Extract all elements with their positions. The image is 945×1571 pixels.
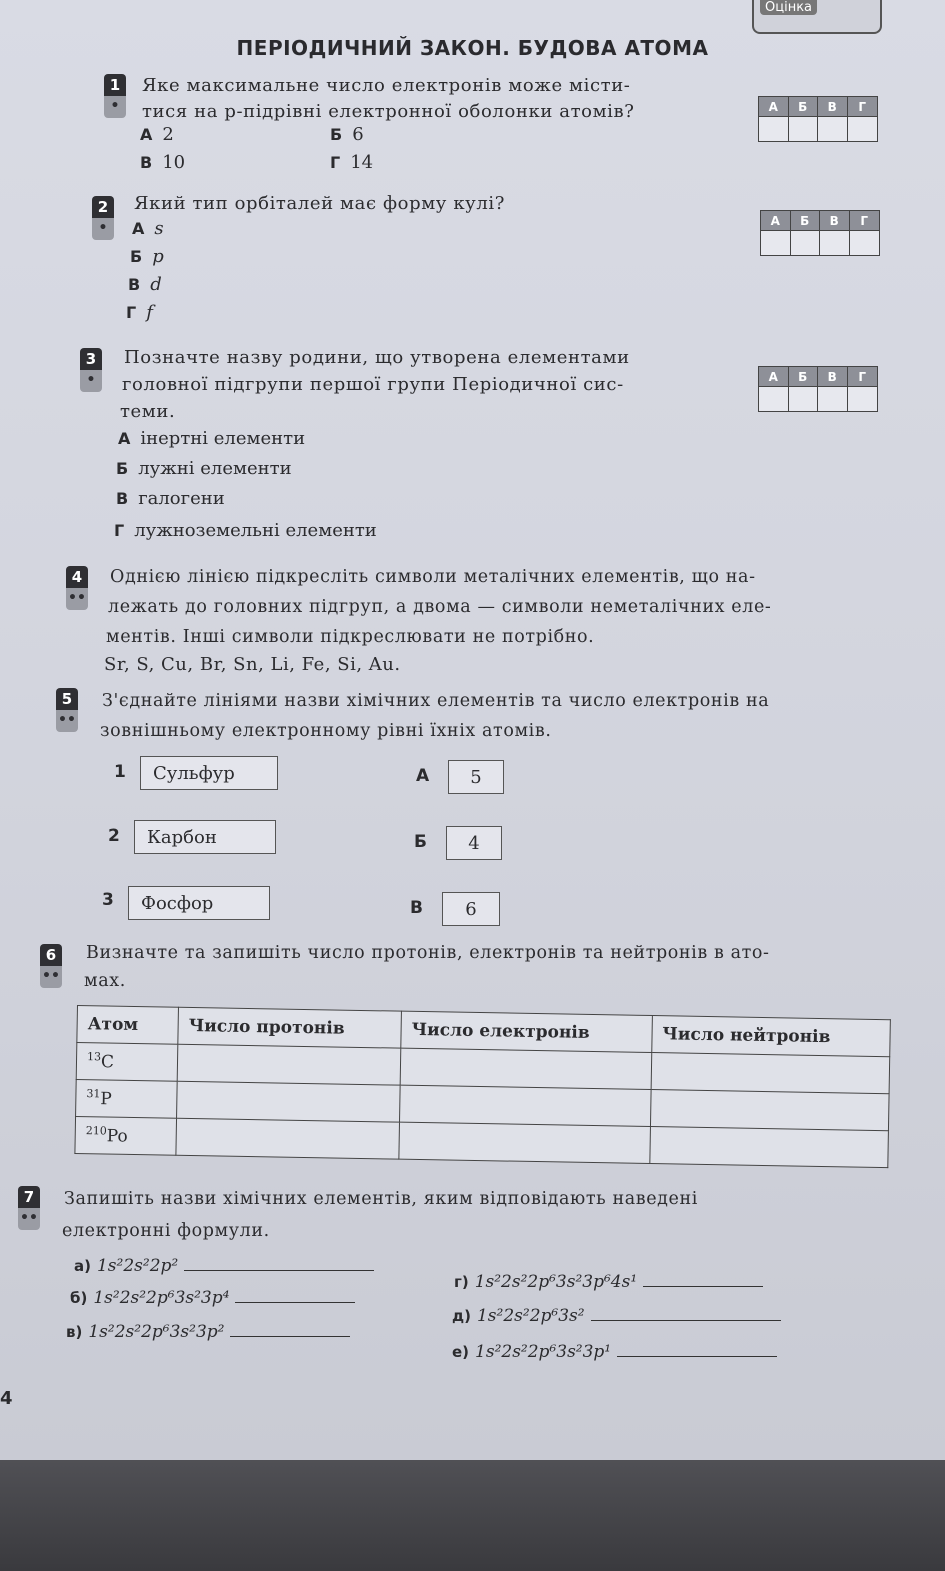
answer-cell[interactable] xyxy=(177,1081,401,1122)
task-2-option-b: Б p xyxy=(130,246,164,267)
grid-cell[interactable] xyxy=(761,231,791,255)
match-right-item[interactable]: 6 xyxy=(442,892,500,926)
match-left-item[interactable]: Фосфор xyxy=(128,886,270,920)
task-2-option-a: А s xyxy=(132,218,164,239)
task-3-option-b: Б лужні елементи xyxy=(116,458,292,479)
grid-cell[interactable] xyxy=(789,387,819,411)
atom-cell: $^{210}$Po xyxy=(75,1116,177,1155)
task-4-text-line1: Однією лінією підкресліть символи металічних елементів, що на- xyxy=(110,567,756,587)
match-right-item[interactable]: 4 xyxy=(446,826,502,860)
grid-cell[interactable] xyxy=(848,387,878,411)
answer-cell[interactable] xyxy=(399,1085,650,1126)
task-6-text-line2: мах. xyxy=(84,971,126,991)
grade-label: Оцінка xyxy=(760,0,817,15)
task-3-option-v: В галогени xyxy=(116,488,225,509)
grid-header-a: А xyxy=(761,211,791,231)
answer-cell[interactable] xyxy=(650,1127,889,1168)
col-header-atom: Атом xyxy=(77,1006,179,1045)
grid-header-g: Г xyxy=(848,367,878,387)
grid-header-v: В xyxy=(818,367,848,387)
match-left-item[interactable]: Сульфур xyxy=(140,756,278,790)
atoms-table xyxy=(74,1005,890,1168)
grid-cell[interactable] xyxy=(818,387,848,411)
grid-cell[interactable] xyxy=(820,231,850,255)
task-3-number: 3 xyxy=(80,348,102,370)
grid-header-v: В xyxy=(820,211,850,231)
col-header-protons: Число протонів xyxy=(178,1007,402,1048)
page-number: 4 xyxy=(0,1388,13,1409)
grid-cell[interactable] xyxy=(848,117,878,141)
formula-a: а) 1s²2s²2p² xyxy=(74,1256,374,1276)
task-7-text-line1: Запишіть назви хімічних елементів, яким відповідають наведені xyxy=(64,1189,698,1209)
grid-cell[interactable] xyxy=(818,117,848,141)
answer-line[interactable] xyxy=(643,1272,763,1287)
grid-header-a: А xyxy=(759,367,789,387)
grid-header-a: А xyxy=(759,97,789,117)
match-left-number: 2 xyxy=(108,826,120,846)
grid-cell[interactable] xyxy=(791,231,821,255)
task-2-option-g: Г f xyxy=(126,302,153,323)
task-4-number: 4 xyxy=(66,566,88,588)
task-1-difficulty: • xyxy=(104,96,126,118)
task-1-option-v: Б 6 xyxy=(330,124,364,145)
task-5-number: 5 xyxy=(56,688,78,710)
task-3-answer-grid[interactable] xyxy=(758,366,878,412)
task-2-text: Який тип орбіталей має форму кулі? xyxy=(134,193,506,214)
col-header-electrons: Число електронів xyxy=(401,1011,652,1052)
task-1-text-line1: Яке максимальне число електронів може місти- xyxy=(142,75,631,96)
grid-cell[interactable] xyxy=(850,231,880,255)
formula-g: г) 1s²2s²2p⁶3s²3p⁶4s¹ xyxy=(454,1272,763,1292)
task-4-text-line2: лежать до головних підгруп, а двома — символи неметалічних еле- xyxy=(108,597,772,617)
answer-line[interactable] xyxy=(184,1256,374,1271)
task-7-difficulty: •• xyxy=(18,1208,40,1230)
formula-v: в) 1s²2s²2p⁶3s²3p² xyxy=(66,1322,350,1342)
grid-cell[interactable] xyxy=(759,117,789,141)
answer-cell[interactable] xyxy=(651,1053,890,1094)
task-4-symbols[interactable]: Sr, S, Cu, Br, Sn, Li, Fe, Si, Au. xyxy=(104,654,401,675)
task-6-difficulty: •• xyxy=(40,966,62,988)
task-5-text-line1: З'єднайте лініями назви хімічних елементів та число електронів на xyxy=(102,691,770,711)
answer-cell[interactable] xyxy=(177,1044,401,1085)
task-2-difficulty: • xyxy=(92,218,114,240)
match-right-item[interactable]: 5 xyxy=(448,760,504,794)
answer-line[interactable] xyxy=(591,1306,781,1321)
answer-cell[interactable] xyxy=(176,1118,400,1159)
answer-cell[interactable] xyxy=(399,1122,650,1163)
grid-cell[interactable] xyxy=(759,387,789,411)
task-1-option-a: А 2 xyxy=(140,124,174,145)
task-4-difficulty: •• xyxy=(66,588,88,610)
answer-line[interactable] xyxy=(235,1288,355,1303)
task-2-number: 2 xyxy=(92,196,114,218)
match-right-letter: В xyxy=(410,898,423,918)
grid-header-v: В xyxy=(818,97,848,117)
grid-header-g: Г xyxy=(850,211,880,231)
task-3-text-line2: головної підгрупи першої групи Періодичної сис- xyxy=(122,374,624,395)
task-1-number: 1 xyxy=(104,74,126,96)
formula-d: д) 1s²2s²2p⁶3s² xyxy=(452,1306,781,1326)
task-2-answer-grid[interactable] xyxy=(760,210,880,256)
task-6-number: 6 xyxy=(40,944,62,966)
task-3-text-line1: Позначте назву родини, що утворена елементами xyxy=(124,347,630,368)
match-left-number: 1 xyxy=(114,762,126,782)
background-surface xyxy=(0,1460,945,1571)
match-right-letter: А xyxy=(416,766,430,786)
task-3-text-line3: теми. xyxy=(120,401,176,422)
answer-cell[interactable] xyxy=(650,1090,889,1131)
task-3-difficulty: • xyxy=(80,370,102,392)
grid-header-b: Б xyxy=(789,367,819,387)
formula-b: б) 1s²2s²2p⁶3s²3p⁴ xyxy=(70,1288,355,1308)
task-1-answer-grid[interactable] xyxy=(758,96,878,142)
task-4-text-line3: ментів. Інші символи підкреслювати не потрібно. xyxy=(106,627,595,647)
task-1-option-g: Г 14 xyxy=(330,152,374,173)
task-5-text-line2: зовнішньому електронному рівні їхніх атомів. xyxy=(100,721,552,741)
grid-header-b: Б xyxy=(791,211,821,231)
col-header-neutrons: Число нейтронів xyxy=(652,1016,891,1057)
task-2-option-v: В d xyxy=(128,274,162,295)
task-1-text-line2: тися на p-підрівні електронної оболонки атомів? xyxy=(142,101,635,122)
task-3-option-a: А інертні елементи xyxy=(118,428,306,449)
match-left-item[interactable]: Карбон xyxy=(134,820,276,854)
task-5-difficulty: •• xyxy=(56,710,78,732)
answer-line[interactable] xyxy=(617,1342,777,1357)
task-3-option-g: Г лужноземельні елементи xyxy=(114,520,377,541)
task-6-text-line1: Визначте та запишіть число протонів, електронів та нейтронів в ато- xyxy=(86,943,770,963)
match-right-letter: Б xyxy=(414,832,427,852)
task-7-number: 7 xyxy=(18,1186,40,1208)
answer-line[interactable] xyxy=(230,1322,350,1337)
atom-cell: $^{31}$P xyxy=(76,1079,178,1118)
formula-e: е) 1s²2s²2p⁶3s²3p¹ xyxy=(452,1342,777,1362)
atom-cell: $^{13}$C xyxy=(76,1043,178,1082)
grid-header-g: Г xyxy=(848,97,878,117)
grid-cell[interactable] xyxy=(789,117,819,141)
grid-header-b: Б xyxy=(789,97,819,117)
task-7-text-line2: електронні формули. xyxy=(62,1221,270,1241)
answer-cell[interactable] xyxy=(400,1048,651,1089)
task-1-option-b: В 10 xyxy=(140,152,186,173)
page-title: ПЕРІОДИЧНИЙ ЗАКОН. БУДОВА АТОМА xyxy=(236,36,709,60)
match-left-number: 3 xyxy=(102,890,114,910)
